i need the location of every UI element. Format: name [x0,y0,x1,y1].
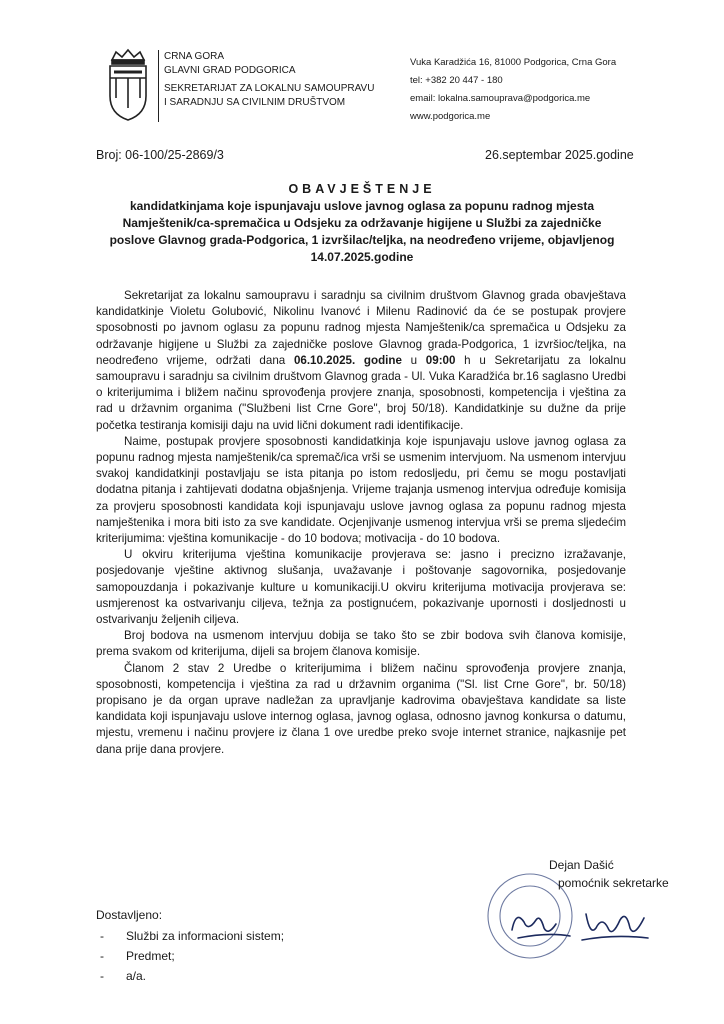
distribution-list [100,926,284,986]
paragraph-2: Naime, postupak provjere sposobnosti kandidatkinja koje ispunjavaju uslove javnog oglasa za popunu radnog mjesta namještenik/ca spremač/ica vrši se usmenim intervjuom. Na usmenom intervjuu svakoj kandidatkinji postavljaju se ista pitanja po istom redosljedu, pri čemu se mogu postavljati dodatna pitanja i zahtijevati dodatna objašnjenja. Vrijeme trajanja usmenog intervjua određuje komisija za provjeru sposobnosti kandidata koji ispunjavaju uslove javnog oglasa za popunu radnog mjesta namještenika i mora biti isto za sve kandidate. Ocjenjivanje usmenog intervjua vrši se prema sljedećim kriterijumima: vještina komunikacije - do 10 bodova; motivacija - do 10 bodova. [96,434,626,546]
official-stamp-and-signature [478,858,668,968]
test-time: 09:00 [425,353,456,367]
test-date: 06.10.2025. godine [293,353,402,367]
paragraph-4: Broj bodova na usmenom intervjuu dobija se tako što se zbir bodova svih članova komisije, prema svakom od kriterijuma, dijeli sa brojem članova komisije. [96,629,626,659]
org-line-secretariat-2: I SARADNJU SA CIVILNIM DRUŠTVOM [164,97,346,108]
document-title: OBAVJEŠTENJE [288,182,436,196]
signatory-name: Dejan Dašić [549,858,614,872]
paragraph-5: Članom 2 stav 2 Uredbe o kriterijumima i bližem načinu sprovođenja provjere znanja, sposobnosti, kompetencija i vještina za rad u državnim organima ("Sl. list Crne Gore", br. 50/18) propisano je da organ uprave nadležan za upravljanje kadrovima obavještava kandidate sa liste kandidata koji ispunjavaju uslove internog oglasa, javnog oglasa, odnosno javnog konkursa o datumu, mjestu, vremenu i načinu provjere iz člana 1 ove uredbe preko svoje internet stranice, najkasnije pet dana prije dana provjere. [96,661,626,756]
list-item: - Predmet; [100,949,175,963]
city-crest-logo [106,48,150,122]
contact-email: email: lokalna.samouprava@podgorica.me [410,93,591,104]
distribution-label: Dostavljeno: [96,908,163,922]
list-item: - Službi za informacioni sistem; [100,929,285,943]
contact-block [410,54,660,126]
org-line-country: CRNA GORA [164,51,225,62]
org-line-secretariat: SEKRETARIJAT ZA LOKALNU SAMOUPRAVU [164,83,375,94]
contact-website: www.podgorica.me [410,111,491,122]
header-divider [158,50,159,122]
list-item: - a/a. [100,969,147,983]
organization-block [164,50,394,110]
contact-phone: tel: +382 20 447 - 180 [410,75,503,86]
signatory-role: pomoćnik sekretarke [558,876,669,890]
paragraph-3: U okviru kriterijuma vještina komunikacije provjerava se: jasno i precizno izražavanje, posjedovanje vještine aktivnog slušanja, uvažavanje i poštovanje sagovornika, posjedovanje samopouzdanja i pokazivanje kulture u komunikaciji.U okviru kriterijuma motivacija provjerava se: usmjerenost ka ostvarivanju ciljeva, težnja za postignućem, pokazivanje upornosti i dosljednosti u ostvarivanju željenih ciljeva. [96,548,626,627]
org-line-city: GLAVNI GRAD PODGORICA [164,65,296,76]
reference-number: Broj: 06-100/25-2869/3 [96,148,224,162]
document-subtitle: kandidatkinjama koje ispunjavaju uslove javnog oglasa za popunu radnog mjesta Namještenik/ca-spremačica u Odsjeku za održavanje higijene u Službi za zajedničke poslove Glavnog grada-Podgorica, 1 izvršilac/teljka, na neodređeno vrijeme, objavljenog 14.07.2025.godine [109,199,615,264]
document-body [96,288,626,758]
document-date: 26.septembar 2025.godine [485,148,634,162]
paragraph-1: Sekretarijat za lokalnu samoupravu i saradnju sa civilnim društvom Glavnog grada obavještava kandidatkinje Violetu Golubović, Nikolinu Ivanovć i Milenu Radinović da će se postupak provjere sposobnosti po javnom oglasu za popunu radnog mjesta Namještenik/ca spremačica u Odsjeku za održavanje higijene u Službi za zajedničke poslove Glavnog grada-Podgorica, 1 izvršioc/teljka, na neodređeno vrijeme, održati dana 06.10.2025. godine u 09:00 h u Sekretarijatu za lokalnu samoupravu i saradnju sa civilnim društvom Glavnog grada - Ul. Vuka Karadžića br.16 saglasno Uredbi o kriterijumima i bližem načinu sprovođenja provjere znanja, sposobnosti, kompetencija i vještina za rad u državnim organima ("Službeni list Crne Gore", broj 50/18). Kandidatkinje su dužne da prije početka testiranja komisiji daju na uvid lični dokument radi identifikacije. [96,289,627,432]
contact-address: Vuka Karadžića 16, 81000 Podgorica, Crna Gora [410,57,617,68]
